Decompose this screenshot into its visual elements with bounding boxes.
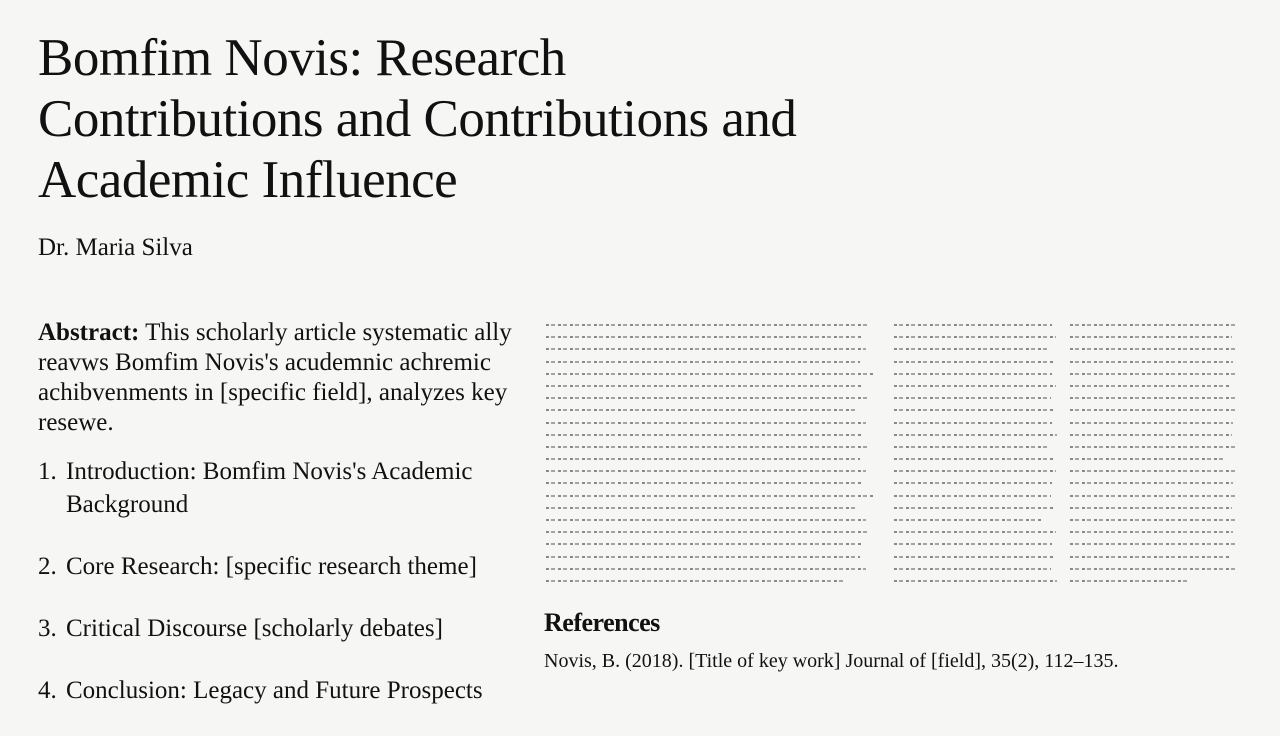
body-text-line bbox=[894, 348, 1049, 350]
body-text-columns bbox=[546, 324, 1246, 584]
body-text-line bbox=[1070, 422, 1233, 424]
body-text-line bbox=[546, 373, 873, 375]
body-text-line bbox=[894, 422, 1052, 424]
body-text-line bbox=[546, 470, 866, 472]
toc-number: 2. bbox=[38, 553, 57, 580]
body-text-line bbox=[894, 482, 1052, 484]
body-text-line bbox=[546, 385, 863, 387]
body-text-line bbox=[1070, 385, 1230, 387]
body-text-line bbox=[894, 531, 1056, 533]
body-text-line bbox=[1070, 470, 1237, 472]
body-text-line bbox=[1070, 580, 1189, 582]
abstract-text: This scholarly article systematic ally reavws Bomfim Novis's acudemnic achremic achibvenments in [specific field], analyzes key resewe. bbox=[38, 319, 512, 436]
body-text-line bbox=[546, 556, 860, 558]
body-text-line bbox=[894, 519, 1043, 521]
toc-text: Core Research: [specific research theme] bbox=[66, 553, 477, 580]
body-text-line bbox=[894, 495, 1051, 497]
body-text-line bbox=[894, 336, 1056, 338]
body-text-line bbox=[1070, 446, 1235, 448]
toc-text: Conclusion: Legacy and Future Prospects bbox=[66, 677, 483, 704]
body-text-line bbox=[546, 397, 869, 399]
body-text-line bbox=[894, 385, 1056, 387]
body-text-line bbox=[894, 556, 1054, 558]
body-text-line bbox=[894, 470, 1056, 472]
body-text-line bbox=[894, 373, 1052, 375]
body-text-line bbox=[1070, 324, 1237, 326]
body-text-line bbox=[1070, 409, 1237, 411]
toc-item bbox=[38, 455, 528, 521]
body-text-line bbox=[546, 531, 869, 533]
body-text-line bbox=[894, 397, 1051, 399]
author-name: Dr. Maria Silva bbox=[38, 234, 193, 261]
body-column-3 bbox=[1070, 324, 1240, 592]
title-line-1: Bomfim Novis: Research bbox=[38, 29, 566, 87]
body-text-line bbox=[546, 580, 843, 582]
references-heading: References bbox=[544, 608, 660, 637]
title-line-3: Academic Influence bbox=[38, 151, 458, 209]
toc-item bbox=[38, 550, 528, 583]
body-text-line bbox=[1070, 519, 1238, 521]
body-text-line bbox=[546, 568, 866, 570]
body-text-line bbox=[1070, 397, 1235, 399]
body-text-line bbox=[546, 361, 860, 363]
body-text-line bbox=[1070, 458, 1223, 460]
table-of-contents bbox=[38, 455, 528, 736]
body-column-1 bbox=[546, 324, 876, 592]
body-text-line bbox=[1070, 336, 1232, 338]
body-text-line bbox=[1070, 482, 1233, 484]
body-text-line bbox=[1070, 507, 1232, 509]
body-text-line bbox=[894, 580, 1057, 582]
body-text-line bbox=[1070, 361, 1233, 363]
body-text-line bbox=[546, 482, 863, 484]
body-text-line bbox=[1070, 531, 1233, 533]
body-text-line bbox=[546, 409, 856, 411]
body-text-line bbox=[894, 507, 1054, 509]
paper-title bbox=[38, 28, 1038, 211]
toc-text: Critical Discourse [scholarly debates] bbox=[66, 615, 443, 642]
body-text-line bbox=[1070, 556, 1230, 558]
body-text-line bbox=[894, 361, 1054, 363]
body-text-line bbox=[1070, 348, 1235, 350]
body-text-line bbox=[546, 543, 863, 545]
abstract-label: Abstract: bbox=[38, 319, 140, 346]
body-text-line bbox=[894, 434, 1057, 436]
body-text-line bbox=[546, 519, 866, 521]
abstract bbox=[38, 318, 518, 438]
body-text-line bbox=[546, 324, 869, 326]
body-text-line bbox=[546, 336, 863, 338]
toc-item bbox=[38, 612, 528, 645]
reference-item: Novis, B. (2018). [Title of key work] Journal of [field], 35(2), 112–135. bbox=[544, 650, 1119, 672]
body-text-line bbox=[546, 458, 860, 460]
body-text-line bbox=[546, 495, 873, 497]
body-text-line bbox=[1070, 373, 1238, 375]
body-text-line bbox=[894, 543, 1052, 545]
toc-number: 1. bbox=[38, 458, 57, 485]
body-text-line bbox=[894, 409, 1054, 411]
toc-number: 4. bbox=[38, 677, 57, 704]
toc-number: 3. bbox=[38, 615, 57, 642]
body-text-line bbox=[546, 507, 856, 509]
body-text-line bbox=[894, 568, 1051, 570]
body-text-line bbox=[894, 324, 1052, 326]
body-text-line bbox=[894, 458, 1054, 460]
body-text-line bbox=[1070, 495, 1235, 497]
body-text-line bbox=[546, 446, 869, 448]
title-line-2: Contributions and Contributions and bbox=[38, 90, 797, 148]
body-text-line bbox=[546, 348, 866, 350]
toc-text: Introduction: Bomfim Novis's Academic Background bbox=[66, 458, 473, 518]
body-text-line bbox=[1070, 568, 1235, 570]
toc-item bbox=[38, 674, 528, 707]
body-text-line bbox=[546, 434, 863, 436]
body-column-2 bbox=[894, 324, 1059, 592]
body-text-line bbox=[546, 422, 866, 424]
body-text-line bbox=[1070, 543, 1237, 545]
body-text-line bbox=[894, 446, 1049, 448]
body-text-line bbox=[1070, 434, 1232, 436]
